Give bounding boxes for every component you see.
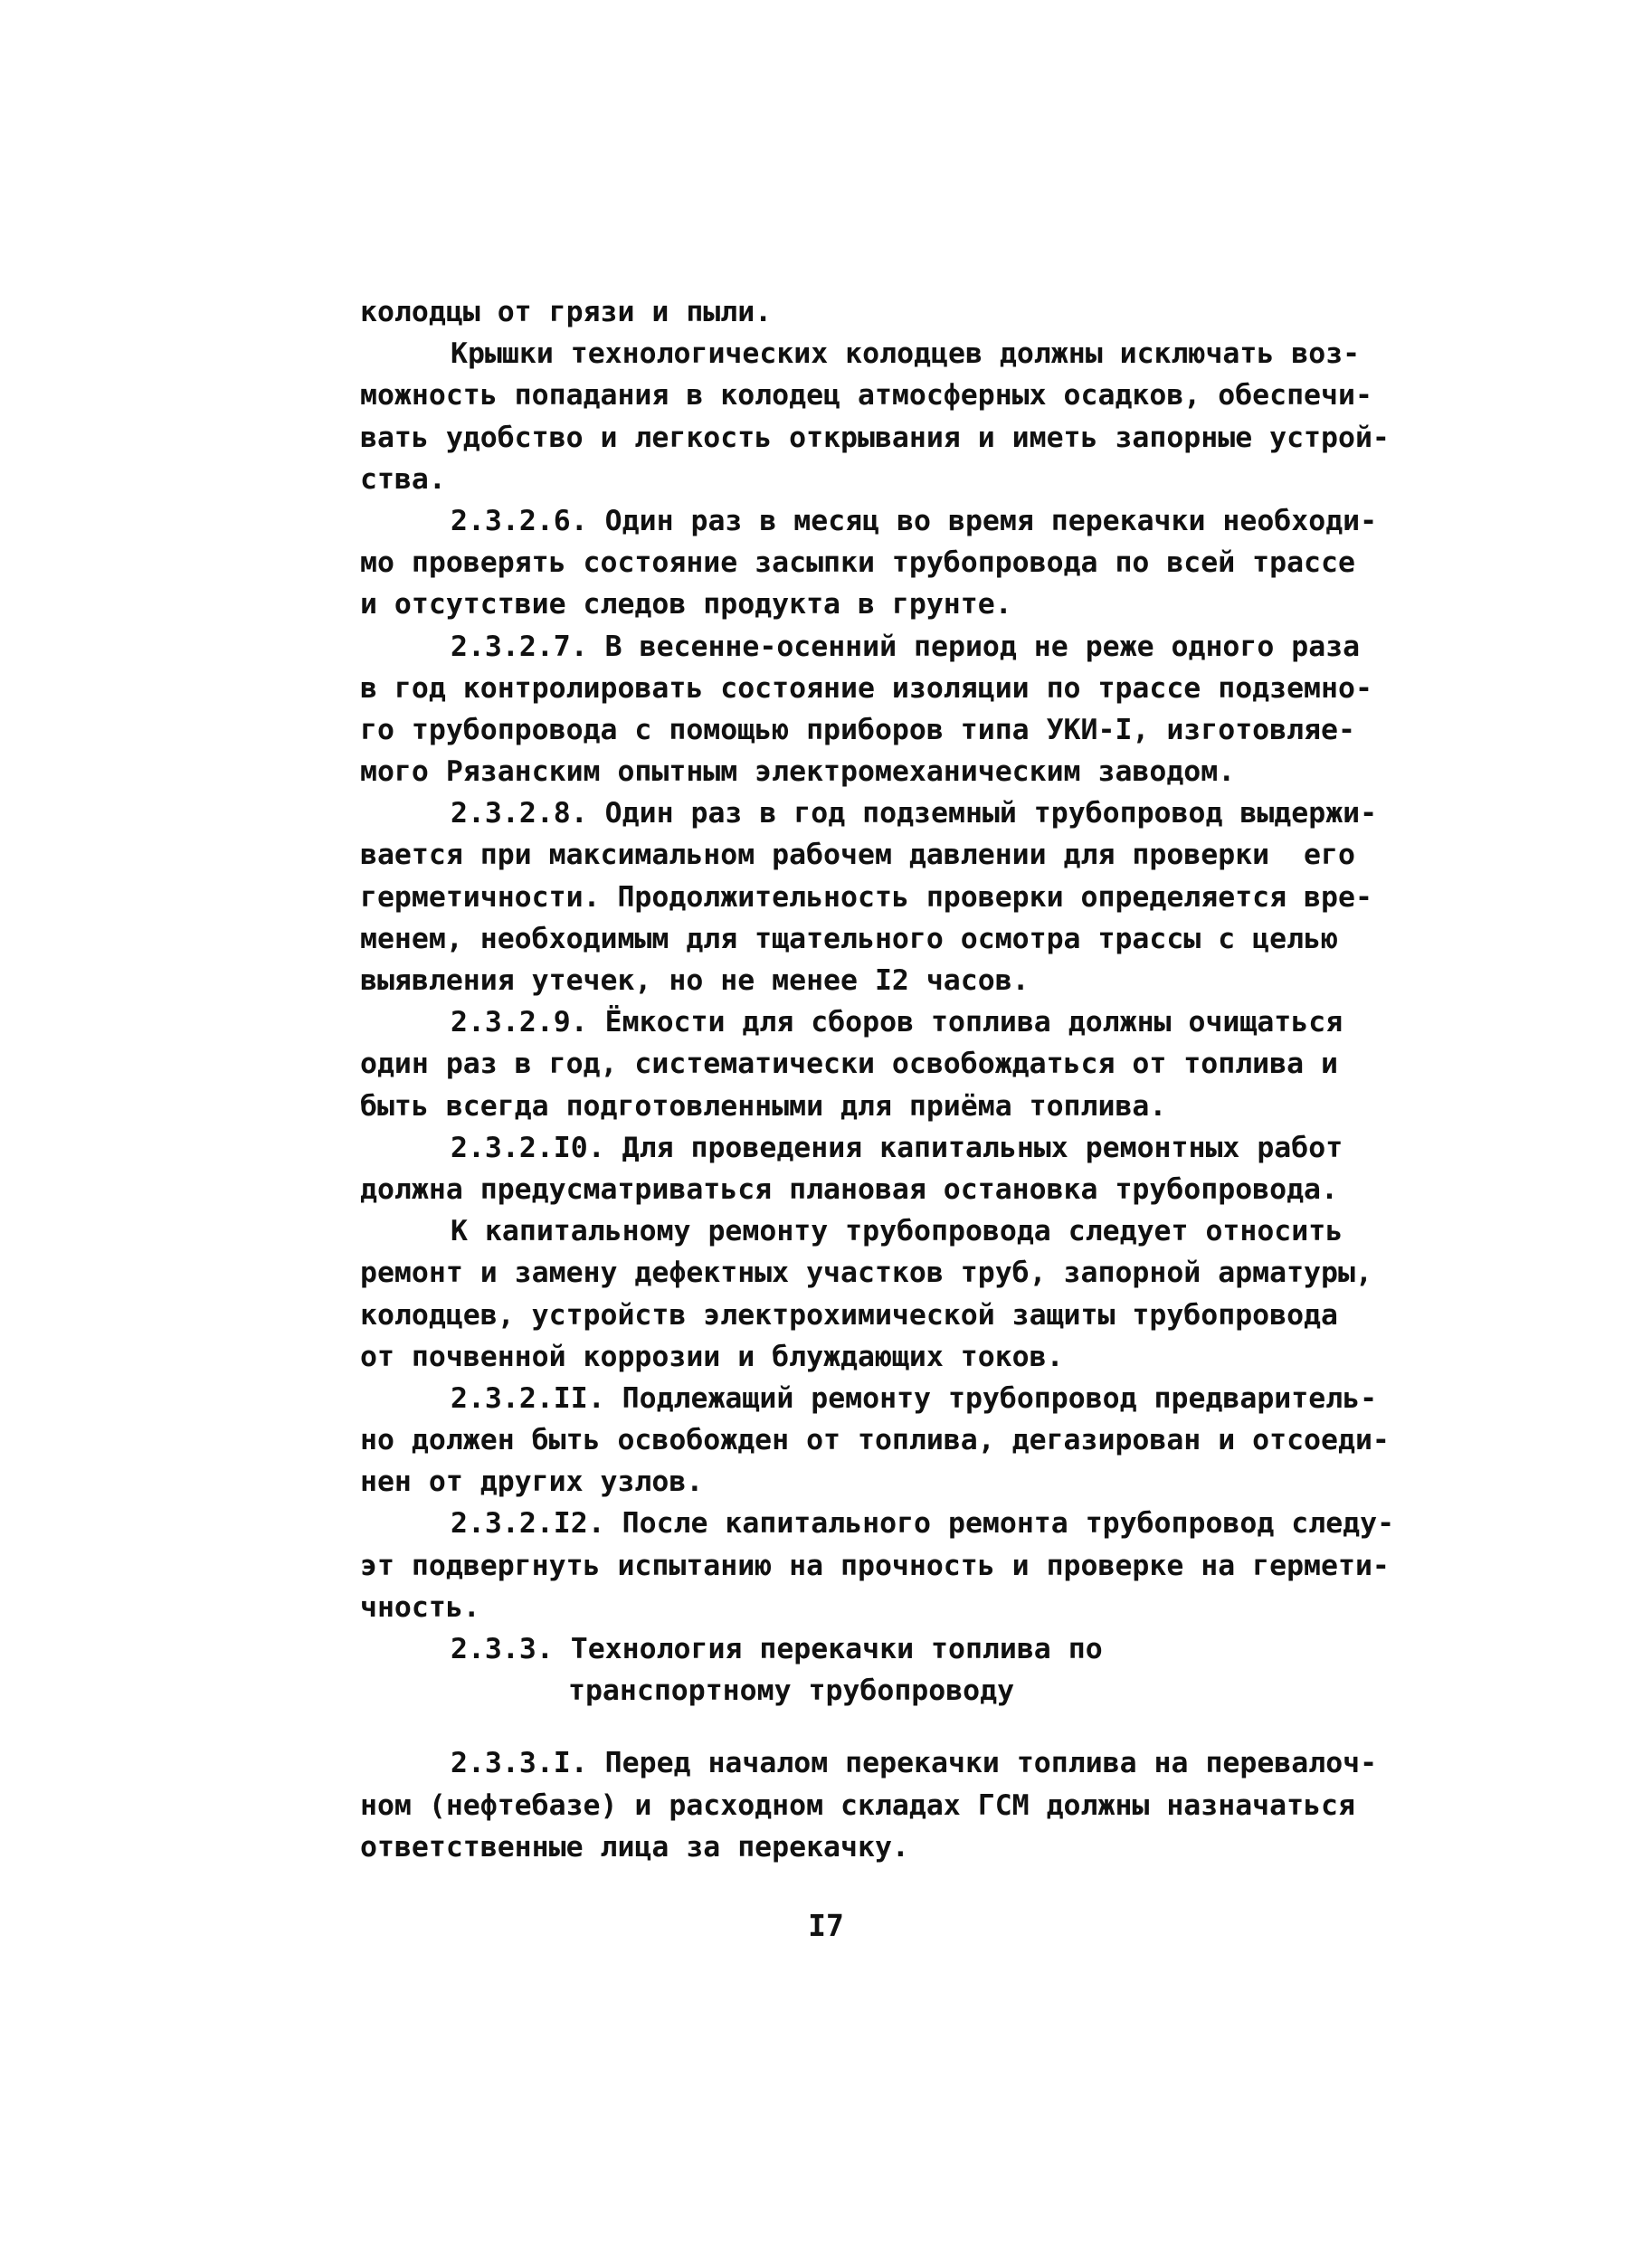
- text-line: один раз в год, систематически освобождаться от топлива и: [360, 1048, 1338, 1081]
- heading-spacer: [360, 1712, 1391, 1742]
- text-line: ства.: [360, 462, 446, 496]
- text-line: 2.3.2.7. В весенне-осенний период не реже одного раза: [451, 630, 1361, 663]
- text-line: от почвенной коррозии и блуждающих токов.: [360, 1340, 1064, 1373]
- text-line: менем, необходимым для тщательного осмотра трассы с целью: [360, 922, 1338, 955]
- text-line: 2.3.2.I0. Для проведения капитальных ремонтных работ: [451, 1131, 1343, 1164]
- text-line: ответственные лица за перекачку.: [360, 1830, 909, 1864]
- page-number: I7: [808, 1908, 844, 1943]
- text-line: быть всегда подготовленными для приёма топлива.: [360, 1089, 1167, 1123]
- text-line: но должен быть освобожден от топлива, дегазирован и отсоеди-: [360, 1424, 1390, 1457]
- body-text: [360, 291, 1395, 1868]
- text-line: вать удобство и легкость открывания и иметь запорные устрой-: [360, 421, 1390, 454]
- text-line: го трубопровода с помощью приборов типа УКИ-I, изготовляе-: [360, 713, 1355, 746]
- text-line: можность попадания в колодец атмосферных осадков, обеспечи-: [360, 379, 1372, 413]
- text-line: 2.3.2.II. Подлежащий ремонту трубопровод предваритель-: [451, 1381, 1378, 1415]
- text-line: 2.3.3.I. Перед началом перекачки топлива на перевалоч-: [451, 1747, 1378, 1780]
- text-line: выявления утечек, но не менее I2 часов.: [360, 964, 1030, 997]
- text-line: эт подвергнуть испытанию на прочность и проверке на гермети-: [360, 1549, 1390, 1582]
- text-line: и отсутствие следов продукта в грунте.: [360, 588, 1012, 621]
- text-line: колодцев, устройств электрохимической защиты трубопровода: [360, 1298, 1338, 1332]
- text-line: герметичности. Продолжительность проверки определяется вре-: [360, 880, 1372, 914]
- text-line: Крышки технологических колодцев должны исключать воз-: [451, 337, 1361, 371]
- text-line: в год контролировать состояние изоляции по трассе подземно-: [360, 671, 1372, 705]
- text-line: 2.3.2.I2. После капитального ремонта трубопровод следу-: [451, 1507, 1395, 1541]
- text-line: должна предусматриваться плановая остановка трубопровода.: [360, 1172, 1338, 1206]
- text-line: мого Рязанским опытным электромеханическим заводом.: [360, 755, 1236, 789]
- text-line: К капитальному ремонту трубопровода следует относить: [451, 1215, 1343, 1248]
- text-line: ремонт и замену дефектных участков труб, запорной арматуры,: [360, 1257, 1372, 1290]
- section-heading-continued: транспортному трубопроводу: [568, 1674, 1015, 1708]
- text-line: ном (нефтебазе) и расходном складах ГСМ должны назначаться: [360, 1788, 1355, 1822]
- text-line: нен от других узлов.: [360, 1465, 704, 1499]
- section-heading: 2.3.3. Технология перекачки топлива по: [451, 1633, 1103, 1665]
- text-line: чность.: [360, 1590, 480, 1624]
- text-line: мо проверять состояние засыпки трубопровода по всей трассе: [360, 546, 1355, 580]
- text-line: вается при максимальном рабочем давлении для проверки его: [360, 839, 1355, 872]
- text-line: колодцы от грязи и пыли.: [360, 296, 773, 328]
- text-line: 2.3.2.6. Один раз в месяц во время перекачки необходи-: [451, 504, 1378, 537]
- text-line: 2.3.2.8. Один раз в год подземный трубопровод выдержи-: [451, 797, 1378, 830]
- text-line: 2.3.2.9. Ёмкости для сборов топлива должны очищаться: [451, 1006, 1343, 1039]
